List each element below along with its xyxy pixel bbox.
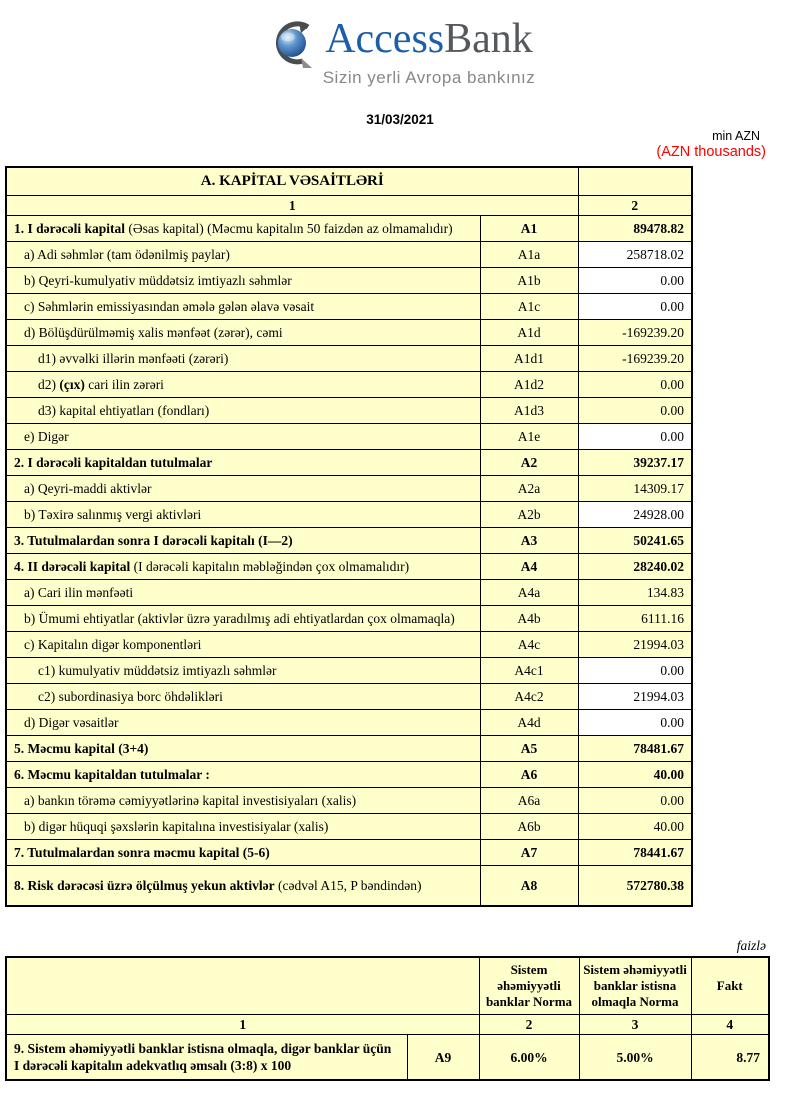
row-value: 28240.02 [578, 554, 692, 580]
row-value: 6111.16 [578, 606, 692, 632]
row-value: 21994.03 [578, 684, 692, 710]
row-code: A1b [480, 268, 578, 294]
row-label: a) Cari ilin mənfəəti [6, 580, 480, 606]
row-label: b) Qeyri-kumulyativ müddətsiz imtiyazlı səhmlər [6, 268, 480, 294]
empty-cell [6, 957, 479, 1015]
row-value: 572780.38 [578, 866, 692, 907]
col-num-1: 1 [6, 196, 578, 216]
row-code: A4c2 [480, 684, 578, 710]
table-row [6, 294, 692, 320]
table-row [6, 424, 692, 450]
row-code: A1d [480, 320, 578, 346]
table-row [6, 580, 692, 606]
row-label: b) digər hüquqi şəxslərin kapitalına investisiyalar (xalis) [6, 814, 480, 840]
table-row [6, 840, 692, 866]
row-code: A1d3 [480, 398, 578, 424]
row-code: A2a [480, 476, 578, 502]
ratio-number-row [6, 1015, 769, 1035]
table-row [6, 658, 692, 684]
row-code: A2 [480, 450, 578, 476]
row-code: A4b [480, 606, 578, 632]
table-row [6, 268, 692, 294]
fakt-value: 8.77 [691, 1035, 769, 1081]
row-value: 0.00 [578, 372, 692, 398]
row-code: A4 [480, 554, 578, 580]
row-label: a) Qeyri-maddi aktivlər [6, 476, 480, 502]
row-code: A4c [480, 632, 578, 658]
row-value: 78481.67 [578, 736, 692, 762]
row-value: -169239.20 [578, 346, 692, 372]
row-value: 0.00 [578, 788, 692, 814]
row-code: A4c1 [480, 658, 578, 684]
row-value: 0.00 [578, 424, 692, 450]
row-label: a) Adi səhmlər (tam ödənilmiş paylar) [6, 242, 480, 268]
table-title-row [6, 167, 692, 196]
row-code: A8 [480, 866, 578, 907]
row-code: A1 [480, 216, 578, 242]
table-row [6, 346, 692, 372]
row-code: A4a [480, 580, 578, 606]
table-row [6, 242, 692, 268]
row-label: a) bankın törəmə cəmiyyətlərinə kapital investisiyaları (xalis) [6, 788, 480, 814]
row-value: 89478.82 [578, 216, 692, 242]
col-num: 2 [479, 1015, 579, 1035]
row-label: 3. Tutulmalardan sonra I dərəcəli kapitalı (I—2) [6, 528, 480, 554]
row-code: A6b [480, 814, 578, 840]
row-label: c1) kumulyativ müddətsiz imtiyazlı səhmlər [6, 658, 480, 684]
col-num: 4 [691, 1015, 769, 1035]
row-label: 2. I dərəcəli kapitaldan tutulmalar [6, 450, 480, 476]
table-row [6, 762, 692, 788]
table-row [6, 216, 692, 242]
row-label: b) Təxirə salınmış vergi aktivləri [6, 502, 480, 528]
row-value: 0.00 [578, 268, 692, 294]
row-value: 258718.02 [578, 242, 692, 268]
row-code: A6 [480, 762, 578, 788]
row-label: c) Kapitalın digər komponentləri [6, 632, 480, 658]
table-row [6, 554, 692, 580]
row-label: 8. Risk dərəcəsi üzrə ölçülmuş yekun aktivlər (cədvəl A15, P bəndindən) [6, 866, 480, 907]
row-code: A1c [480, 294, 578, 320]
row-label: e) Digər [6, 424, 480, 450]
column-number-row [6, 196, 692, 216]
row-code: A4d [480, 710, 578, 736]
empty-cell [578, 167, 692, 196]
row-label: 7. Tutulmalardan sonra məcmu kapital (5-6) [6, 840, 480, 866]
row-label: c) Səhmlərin emissiyasından əmələ gələn əlavə vəsait [6, 294, 480, 320]
logo-wordmark [325, 16, 533, 62]
row-label: d2) (çıx) cari ilin zərəri [6, 372, 480, 398]
report-date: 31/03/2021 [366, 112, 434, 127]
row-label: d3) kapital ehtiyatları (fondları) [6, 398, 480, 424]
row-label: d1) əvvəlki illərin mənfəəti (zərəri) [6, 346, 480, 372]
row-code: A7 [480, 840, 578, 866]
row-value: 24928.00 [578, 502, 692, 528]
row-code: A1d2 [480, 372, 578, 398]
row-code: A1d1 [480, 346, 578, 372]
logo-bank-text: Bank [444, 16, 533, 62]
globe-arrows-icon [265, 20, 317, 70]
row-value: 50241.65 [578, 528, 692, 554]
table-row [6, 528, 692, 554]
table-row [6, 502, 692, 528]
row-value: 40.00 [578, 814, 692, 840]
ratio-table [5, 956, 770, 1081]
row-value: 14309.17 [578, 476, 692, 502]
table-row [6, 476, 692, 502]
row-label: c2) subordinasiya borc öhdəlikləri [6, 684, 480, 710]
table-row [6, 710, 692, 736]
row-label: 5. Məcmu kapital (3+4) [6, 736, 480, 762]
table-row [6, 866, 692, 907]
bank-tagline: Sizin yerli Avropa bankınız [322, 68, 536, 87]
table-row [6, 606, 692, 632]
header-fakt: Fakt [691, 957, 769, 1015]
table-row [6, 814, 692, 840]
table-row [6, 320, 692, 346]
table-row [6, 684, 692, 710]
row-code: A6a [480, 788, 578, 814]
col-num-2: 2 [578, 196, 692, 216]
ratio-data-row [6, 1035, 769, 1081]
unit-note-english: (AZN thousands) [656, 144, 766, 160]
row-value: 39237.17 [578, 450, 692, 476]
table-row [6, 450, 692, 476]
row-code: A1e [480, 424, 578, 450]
logo-access-text: Access [325, 16, 445, 62]
row-value: 0.00 [578, 710, 692, 736]
col-num: 1 [6, 1015, 479, 1035]
row-label: b) Ümumi ehtiyatlar (aktivlər üzrə yaradılmış adi ehtiyatlardan çox olmamaqla) [6, 606, 480, 632]
row-code: A5 [480, 736, 578, 762]
table-row [6, 736, 692, 762]
row-label: 1. I dərəcəli kapital (Əsas kapital) (Məcmu kapitalın 50 faizdən az olmamalıdır) [6, 216, 480, 242]
row-value: 78441.67 [578, 840, 692, 866]
header-norma-istisna: Sistem əhəmiyyətli banklar istisna olmaqla Norma [579, 957, 691, 1015]
row-code: A1a [480, 242, 578, 268]
norma-istisna-value: 5.00% [579, 1035, 691, 1081]
row-value: 134.83 [578, 580, 692, 606]
header-norma-sistem: Sistem əhəmiyyətli banklar Norma [479, 957, 579, 1015]
ratio-header-row [6, 957, 769, 1015]
table-row [6, 632, 692, 658]
row-value: 40.00 [578, 762, 692, 788]
row-value: -169239.20 [578, 320, 692, 346]
row-label: 4. II dərəcəli kapital (I dərəcəli kapitalın məbləğindən çox olmamalıdır) [6, 554, 480, 580]
row-label: 9. Sistem əhəmiyyətli banklar istisna olmaqla, digər banklar üçün I dərəcəli kapitalın adekvatlıq əmsalı (3:8) x 100 [6, 1035, 407, 1081]
row-code: A2b [480, 502, 578, 528]
percent-note: faizlə [736, 938, 766, 953]
row-value: 21994.03 [578, 632, 692, 658]
norma-sistem-value: 6.00% [479, 1035, 579, 1081]
row-label: d) Digər vəsaitlər [6, 710, 480, 736]
row-code: A3 [480, 528, 578, 554]
row-code: A9 [407, 1035, 479, 1081]
unit-note: min AZN [712, 129, 760, 143]
table-title: A. KAPİTAL VƏSAİTLƏRİ [6, 167, 578, 196]
table-row [6, 372, 692, 398]
row-value: 0.00 [578, 294, 692, 320]
bank-logo [0, 16, 800, 88]
table-row [6, 398, 692, 424]
row-label: d) Bölüşdürülməmiş xalis mənfəət (zərər), cəmi [6, 320, 480, 346]
col-num: 3 [579, 1015, 691, 1035]
row-label: 6. Məcmu kapitaldan tutulmalar : [6, 762, 480, 788]
ratio-section [5, 938, 768, 1081]
capital-table [5, 166, 693, 907]
table-row [6, 788, 692, 814]
row-value: 0.00 [578, 658, 692, 684]
row-value: 0.00 [578, 398, 692, 424]
